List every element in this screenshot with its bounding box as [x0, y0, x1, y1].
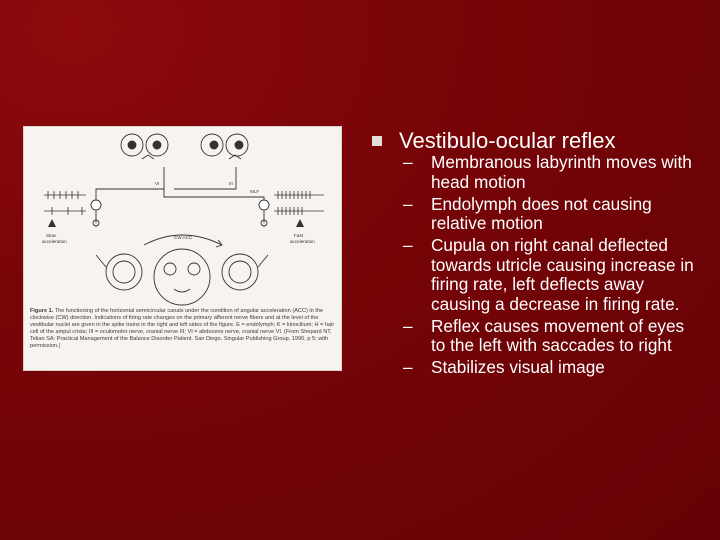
label-fast-line1: Fast: [294, 233, 303, 238]
sub-bullet: [403, 153, 703, 192]
dash-icon: –: [403, 235, 413, 255]
sub-bullet-text: Membranous labyrinth moves with head motion: [431, 152, 692, 192]
vestibulo-ocular-figure: [24, 127, 341, 370]
label-iii: III: [229, 181, 233, 186]
label-slow-line1: Slow: [46, 233, 56, 238]
sub-bullet-text: Reflex causes movement of eyes to the left with saccades to right: [431, 315, 685, 355]
figure-caption-title: Figure 1.: [30, 308, 54, 314]
main-bullet-text: Vestibulo-ocular reflex: [399, 128, 616, 153]
dash-icon: –: [403, 315, 413, 336]
sub-bullet-text: Cupula on right canal deflected towards utricle causing increase in firing rate, left deflects away causing a decrease in firing rate.: [431, 235, 694, 314]
label-vi: VI: [155, 181, 160, 186]
label-fast-line2: acceleration: [290, 239, 315, 244]
sub-bullet-text: Endolymph does not causing relative motion: [431, 193, 652, 233]
square-bullet-icon: [372, 136, 382, 146]
sub-bullet: [403, 236, 703, 314]
dash-icon: –: [403, 152, 413, 172]
sub-bullet: [403, 195, 703, 234]
dash-icon: –: [403, 357, 413, 377]
figure-caption: [30, 308, 336, 350]
figure-diagram: [24, 127, 341, 307]
dash-icon: –: [403, 193, 413, 214]
label-mlf: MLF: [250, 189, 260, 194]
label-slow-line2: acceleration: [42, 239, 67, 244]
sub-bullet: [403, 317, 703, 356]
figure-caption-text: The functioning of the horizontal semicircular canals under the condition of angular acceleration (ACC) in the clockwise (CW) direction. Indications of firing rate changes on the primary afferent nerve fibers and at the level of the vestibular nuclei are given in the spike trains in the right and left sides of the figure. E = endolymph; K = kinocilium; H = hair cell of the ampul crista; III = oculomotor nerve, cranial nerve III; VI = abducens nerve, cranial nerve VI. (From Shepard NT, Telian SA: Practical Management of the Balance Disorder Patient. San Diego, Singular Publishing Group, 1996, p 5; with permission.): [30, 308, 335, 349]
sub-bullet-list: [403, 153, 703, 380]
sub-bullet: [403, 358, 703, 378]
label-cw-acc: CW ACC: [174, 235, 193, 240]
sub-bullet-text: Stabilizes visual image: [431, 357, 605, 377]
